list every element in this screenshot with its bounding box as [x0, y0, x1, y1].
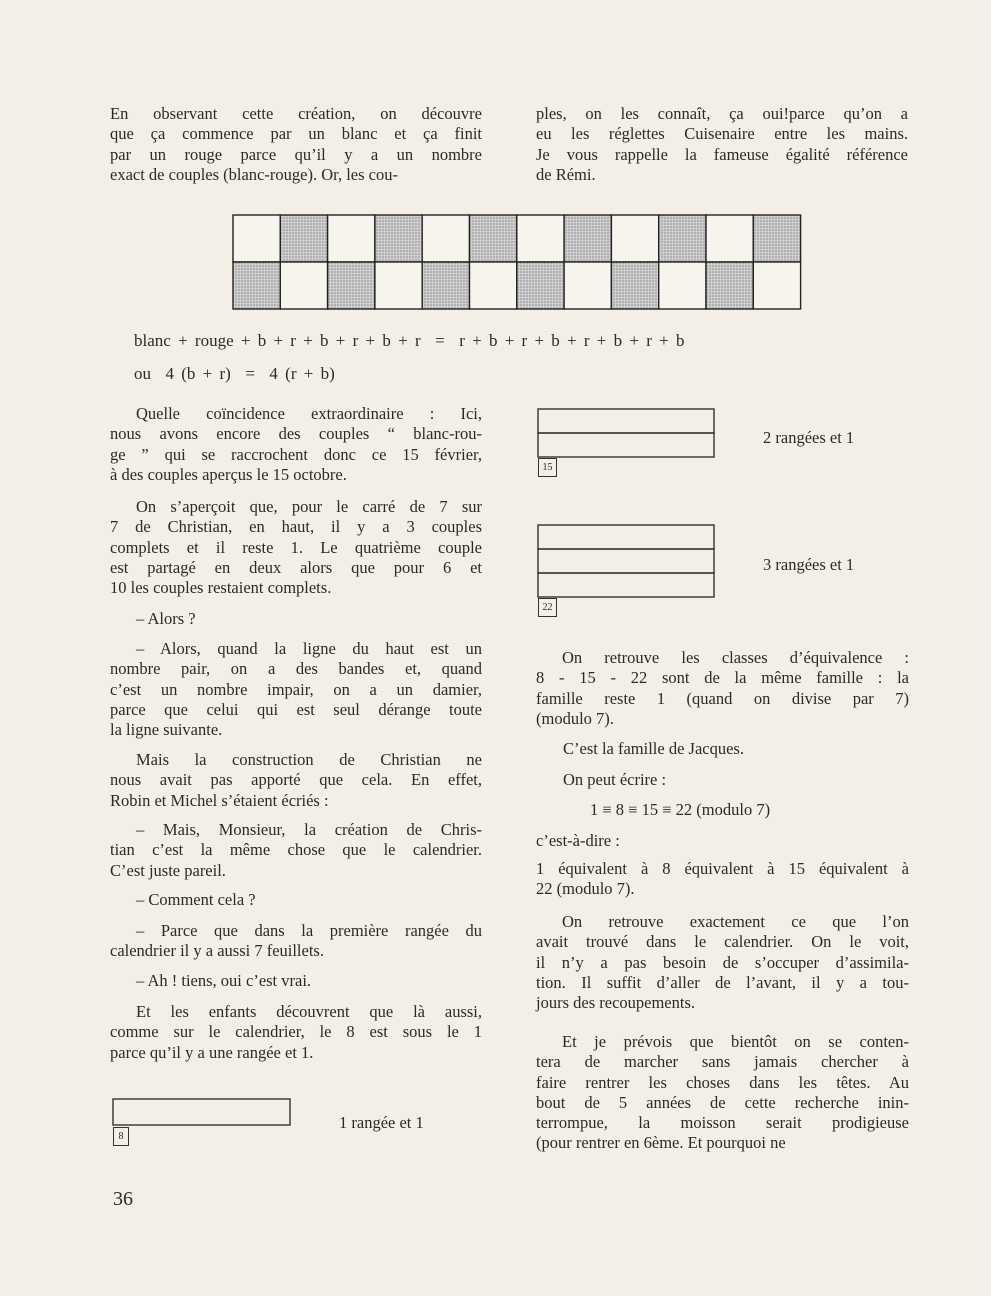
text-line: – Alors ?: [136, 609, 196, 628]
right_col-paragraph-8: [536, 1032, 909, 1154]
text-line: 22 (modulo 7).: [536, 879, 635, 899]
text-line: eu les réglettes Cuisenaire entre les mains.: [536, 124, 908, 144]
grid-cell-dotted: [422, 262, 469, 309]
text-line: famille reste 1 (quand on divise par 7): [536, 688, 909, 708]
grid-cell-dotted: [517, 262, 564, 309]
diagram-three-rows: [537, 524, 717, 602]
left_col-paragraph-8: [110, 921, 482, 962]
text-line: – Mais, Monsieur, la création de Chris-: [136, 820, 482, 839]
right_col-paragraph-7: [536, 912, 909, 1013]
grid-cell-white: [422, 215, 469, 262]
grid-cell-dotted: [753, 215, 800, 262]
text-line: nous avons encore des couples “ blanc-rou-: [110, 424, 482, 444]
text-line: que ça commence par un blanc et ça finit: [110, 124, 482, 144]
text-line: 8 - 15 - 22 sont de la même famille : la: [536, 668, 909, 688]
grid-cell-white: [280, 262, 327, 309]
equation-line-2: ou 4 (b + r) = 4 (r + b): [134, 364, 335, 383]
grid-cell-white: [706, 215, 753, 262]
text-line: complets et il reste 1. Le quatrième couple: [110, 537, 482, 557]
right_col-paragraph-2: [563, 739, 744, 759]
grid-cell-dotted: [328, 262, 375, 309]
text-line: parce que celui qui est seul dérange toute: [110, 699, 482, 719]
text-line: On s’aperçoit que, pour le carré de 7 sur: [136, 497, 482, 516]
grid-cell-dotted: [611, 262, 658, 309]
top-right-paragraph: [536, 104, 908, 185]
text-line: tion. Il suffit d’aller de l’avant, il y a tou-: [536, 972, 909, 992]
equation-line-1: blanc + rouge + b + r + b + r + b + r = r + b + r + b + r + b + r + b: [134, 331, 685, 350]
diagram-two-rows: [537, 408, 717, 462]
diagram-two-label: 2 rangées et 1: [763, 428, 855, 447]
diagram-three-label: 3 rangées et 1: [763, 555, 855, 574]
text-line: Robin et Michel s’étaient écriés :: [110, 790, 329, 810]
text-line: la ligne suivante.: [110, 720, 223, 740]
text-line: En observant cette création, on découvre: [110, 104, 482, 123]
text-line: avait trouvé dans le calendrier. On le voit,: [536, 932, 909, 952]
text-line: 7 de Christian, en haut, il y a 3 couples: [110, 517, 482, 537]
text-line: exact de couples (blanc-rouge). Or, les cou-: [110, 164, 398, 184]
checkerboard-figure: [232, 214, 804, 312]
text-line: par un rouge parce qu’il y a un nombre: [110, 144, 482, 164]
left_col-paragraph-9: [136, 971, 311, 991]
text-line: – Ah ! tiens, oui c’est vrai.: [136, 971, 312, 990]
grid-cell-white: [611, 215, 658, 262]
text-line: C’est la famille de Jacques.: [563, 739, 744, 758]
grid-cell-white: [470, 262, 517, 309]
left_col-paragraph-6: [110, 820, 482, 881]
right_col-paragraph-1: [536, 648, 909, 729]
grid-cell-dotted: [375, 215, 422, 262]
text-line: – Comment cela ?: [136, 890, 256, 909]
text-line: 1 ≡ 8 ≡ 15 ≡ 22 (modulo 7): [590, 800, 771, 819]
text-line: tera de marcher sans jamais chercher à: [536, 1052, 909, 1072]
left_col-paragraph-10: [110, 1002, 482, 1063]
text-line: comme sur le calendrier, le 8 est sous le 1: [110, 1022, 482, 1042]
text-line: On retrouve exactement ce que l’on: [562, 912, 909, 931]
grid-cell-white: [233, 215, 280, 262]
left_col-paragraph-7: [136, 890, 256, 910]
text-line: On retrouve les classes d’équivalence :: [562, 648, 909, 667]
text-line: Quelle coïncidence extraordinaire : Ici,: [136, 404, 482, 423]
diagram-one-number: 8: [113, 1127, 129, 1146]
text-line: (modulo 7).: [536, 708, 614, 728]
text-line: Et les enfants découvrent que là aussi,: [136, 1002, 482, 1021]
text-line: il n’y a pas besoin de s’occuper d’assimila-: [536, 952, 909, 972]
text-line: 1 équivalent à 8 équivalent à 15 équivalent à: [536, 859, 909, 878]
text-line: Et je prévois que bientôt on se conten-: [562, 1032, 909, 1051]
text-line: ge ” qui se raccrochent donc ce 15 février,: [110, 444, 482, 464]
text-line: – Parce que dans la première rangée du: [136, 921, 482, 940]
text-line: de Rémi.: [536, 164, 596, 184]
left_col-paragraph-5: [110, 750, 482, 811]
page-number: 36: [113, 1188, 133, 1210]
diagram-one-row: [112, 1098, 294, 1128]
text-line: C’est juste pareil.: [110, 860, 226, 880]
grid-cell-dotted: [280, 215, 327, 262]
grid-cell-white: [328, 215, 375, 262]
diagram-two-number: 15: [538, 458, 557, 477]
text-line: à des couples aperçus le 15 octobre.: [110, 464, 347, 484]
grid-cell-white: [753, 262, 800, 309]
grid-cell-dotted: [564, 215, 611, 262]
text-line: tian c’est la même chose que le calendrier.: [110, 840, 482, 860]
right_col-paragraph-3: [563, 770, 666, 790]
text-line: nous avait pas apporté que cela. En effet,: [110, 770, 482, 790]
left_col-paragraph-2: [110, 497, 482, 598]
text-line: nombre pair, on a des bandes et, quand: [110, 659, 482, 679]
grid-cell-white: [375, 262, 422, 309]
text-line: faire rentrer les choses dans les têtes. Au: [536, 1072, 909, 1092]
grid-cell-dotted: [233, 262, 280, 309]
diagram-three-number: 22: [538, 598, 557, 617]
diagram-one-label: 1 rangée et 1: [339, 1113, 424, 1132]
text-line: est partagé en deux alors que pour 6 et: [110, 557, 482, 577]
text-line: terrompue, la moisson serait prodigieuse: [536, 1113, 909, 1133]
text-line: 10 les couples restaient complets.: [110, 578, 332, 598]
grid-cell-dotted: [706, 262, 753, 309]
left_col-paragraph-3: [136, 609, 196, 629]
left_col-paragraph-4: [110, 639, 482, 740]
grid-cell-dotted: [470, 215, 517, 262]
grid-cell-dotted: [659, 215, 706, 262]
text-line: Je vous rappelle la fameuse égalité référence: [536, 144, 908, 164]
text-line: On peut écrire :: [563, 770, 667, 789]
grid-cell-white: [517, 215, 564, 262]
text-line: c’est-à-dire :: [536, 831, 620, 850]
text-line: ples, on les connaît, ça oui!parce qu’on a: [536, 104, 908, 123]
text-line: jours des recoupements.: [536, 993, 695, 1013]
right_col-paragraph-5: [536, 831, 620, 851]
left_col-paragraph-1: [110, 404, 482, 485]
grid-cell-white: [564, 262, 611, 309]
text-line: parce qu’il y a une rangée et 1.: [110, 1042, 314, 1062]
text-line: calendrier il y a aussi 7 feuillets.: [110, 941, 324, 961]
top-left-paragraph: [110, 104, 482, 185]
right_col-paragraph-4: [590, 800, 770, 820]
text-line: Mais la construction de Christian ne: [136, 750, 482, 769]
text-line: c’est un nombre impair, on a un damier,: [110, 679, 482, 699]
text-line: (pour rentrer en 6ème. Et pourquoi ne: [536, 1133, 786, 1153]
right_col-paragraph-6: [536, 859, 909, 900]
text-line: – Alors, quand la ligne du haut est un: [136, 639, 482, 658]
grid-cell-white: [659, 262, 706, 309]
text-line: bout de 5 années de cette recherche inin-: [536, 1092, 909, 1112]
